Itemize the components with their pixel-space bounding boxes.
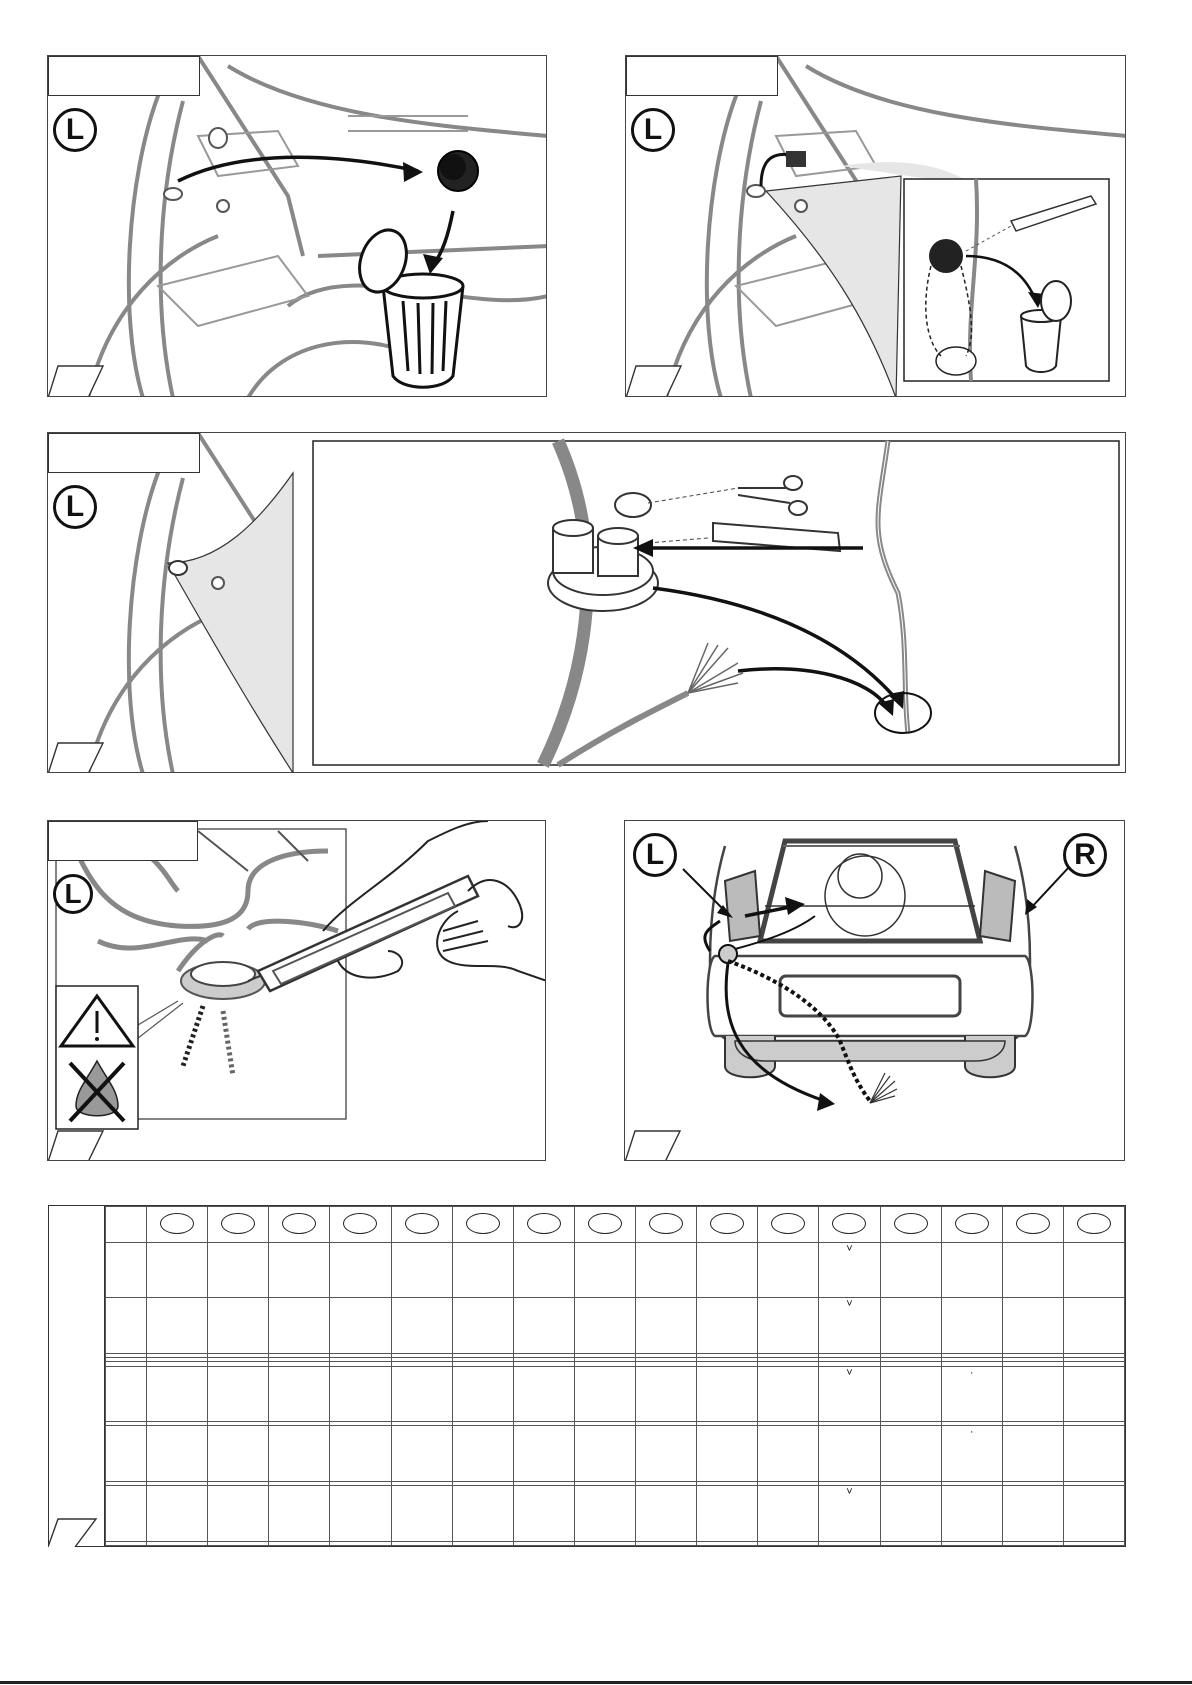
table-cell: [697, 1541, 758, 1545]
table-row-header: [106, 1486, 147, 1541]
table-cell: [208, 1486, 269, 1541]
column-oval-marker: [588, 1213, 622, 1234]
table-cell: [574, 1426, 635, 1481]
table-row-header: [106, 1366, 147, 1421]
table-header-cell: [574, 1207, 635, 1243]
table-header-cell: [147, 1207, 208, 1243]
table-cell: [147, 1426, 208, 1481]
table-cell: ·: [941, 1366, 1002, 1421]
table-cell: ˅: [819, 1243, 880, 1298]
table-cell: [1063, 1243, 1124, 1298]
sealant-application-illustration: [48, 821, 546, 1161]
table-cell: [208, 1541, 269, 1545]
table-cell: [330, 1486, 391, 1541]
table-cell: [1063, 1426, 1124, 1481]
table-cell: [1063, 1486, 1124, 1541]
table-cell: [636, 1486, 697, 1541]
column-oval-marker: [160, 1213, 194, 1234]
column-oval-marker: [343, 1213, 377, 1234]
table-cell: [636, 1366, 697, 1421]
table-cell: [574, 1486, 635, 1541]
table-cell: [269, 1426, 330, 1481]
column-oval-marker: [1016, 1213, 1050, 1234]
table-cell: [697, 1243, 758, 1298]
table-cell: [758, 1486, 819, 1541]
table-header-cell: [513, 1207, 574, 1243]
table-header-cell: [269, 1207, 330, 1243]
table-cell: [513, 1541, 574, 1545]
step-panel-2: [625, 55, 1126, 397]
table-cell: [636, 1541, 697, 1545]
car-interior-illustration: [48, 56, 547, 397]
step-label-box: [48, 821, 198, 861]
table-header-cell: [941, 1207, 1002, 1243]
table-cell: [147, 1541, 208, 1545]
table-cell: [574, 1541, 635, 1545]
column-oval-marker: [894, 1213, 928, 1234]
table-header-cell: [391, 1207, 452, 1243]
step-panel-5: [624, 820, 1125, 1161]
table-row-header: [106, 1426, 147, 1481]
step-panel-3: [47, 432, 1126, 773]
table-row: [106, 1426, 1125, 1481]
table-cell: [452, 1366, 513, 1421]
table-header-cell: [880, 1207, 941, 1243]
table-cell: [391, 1426, 452, 1481]
table-cell: [880, 1486, 941, 1541]
side-badge-left: L: [53, 485, 97, 529]
table-cell: [147, 1243, 208, 1298]
column-oval-marker: [282, 1213, 316, 1234]
column-oval-marker: [649, 1213, 683, 1234]
table-cell: [269, 1541, 330, 1545]
table-cell: [452, 1426, 513, 1481]
table-row-header: [106, 1298, 147, 1353]
table-cell: [1063, 1366, 1124, 1421]
table-row: [106, 1486, 1125, 1541]
step-panel-1: [47, 55, 547, 397]
table-cell: [513, 1366, 574, 1421]
table-header-cell: [1002, 1207, 1063, 1243]
table-cell: [880, 1243, 941, 1298]
table-cell: [880, 1298, 941, 1353]
column-oval-marker: [832, 1213, 866, 1234]
table-cell: [391, 1243, 452, 1298]
grommet-preparation-illustration: [48, 433, 1126, 773]
side-badge-left: L: [631, 108, 675, 152]
table-cell: [330, 1243, 391, 1298]
table-header-cell: [819, 1207, 880, 1243]
table-cell: [636, 1298, 697, 1353]
column-oval-marker: [955, 1213, 989, 1234]
table-cell: [1063, 1541, 1124, 1545]
table-cell: [513, 1298, 574, 1353]
table-cell: [513, 1243, 574, 1298]
step-label-box: [48, 56, 200, 96]
side-badge-left: L: [53, 108, 97, 152]
table-cell: [147, 1366, 208, 1421]
column-oval-marker: [466, 1213, 500, 1234]
table-cell: [208, 1298, 269, 1353]
table-cell: [880, 1541, 941, 1545]
table-cell: [697, 1486, 758, 1541]
side-badge-left: L: [633, 833, 677, 877]
table-cell: [574, 1366, 635, 1421]
table-cell: [330, 1298, 391, 1353]
table-cell: ˅: [819, 1298, 880, 1353]
table-cell: [880, 1426, 941, 1481]
table-cell: [330, 1426, 391, 1481]
table-row: [106, 1243, 1125, 1298]
page-corner-marker: [48, 1511, 104, 1547]
table-cell: [758, 1243, 819, 1298]
table-cell: [1002, 1243, 1063, 1298]
table-cell: [1002, 1366, 1063, 1421]
table-cell: [513, 1486, 574, 1541]
table-row: [106, 1541, 1125, 1545]
table-header-cell: [758, 1207, 819, 1243]
table-cell: [1002, 1298, 1063, 1353]
table-cell: [452, 1486, 513, 1541]
table-cell: [697, 1426, 758, 1481]
vehicle-rear-routing-illustration: [625, 821, 1125, 1161]
car-interior-illustration: [626, 56, 1126, 397]
table-cell: [391, 1486, 452, 1541]
column-oval-marker: [710, 1213, 744, 1234]
step-label-box: [626, 56, 778, 96]
table-cell: [636, 1426, 697, 1481]
table-cell: [758, 1541, 819, 1545]
table-cell: [513, 1426, 574, 1481]
table-cell: [330, 1541, 391, 1545]
table-header-row: [106, 1207, 1125, 1243]
step-panel-4: [47, 820, 546, 1161]
table-cell: [452, 1243, 513, 1298]
table-cell: [1063, 1298, 1124, 1353]
table-row: [106, 1366, 1125, 1421]
table-cell: ˅: [819, 1486, 880, 1541]
table-cell: [269, 1243, 330, 1298]
side-badge-left: L: [53, 874, 93, 914]
table-cell: [941, 1486, 1002, 1541]
table-cell: [208, 1243, 269, 1298]
table-header-cell: [1063, 1207, 1124, 1243]
table-cell: [452, 1541, 513, 1545]
step-label-box: [48, 433, 200, 473]
table-header-cell: [452, 1207, 513, 1243]
table-cell: [269, 1486, 330, 1541]
table-cell: [330, 1366, 391, 1421]
table-cell: [452, 1298, 513, 1353]
table-header-cell: [330, 1207, 391, 1243]
table-cell: [1002, 1541, 1063, 1545]
table-cell: [758, 1298, 819, 1353]
vehicle-compatibility-table: [48, 1205, 1126, 1547]
table-cell: [758, 1366, 819, 1421]
table-cell: ˅: [819, 1366, 880, 1421]
table-cell: [269, 1298, 330, 1353]
table-row-header: [106, 1541, 147, 1545]
table-cell: [574, 1243, 635, 1298]
table-side-column: [49, 1206, 105, 1546]
table-cell: [697, 1298, 758, 1353]
column-oval-marker: [405, 1213, 439, 1234]
table-cell: [941, 1243, 1002, 1298]
table-cell: [636, 1243, 697, 1298]
column-oval-marker: [1077, 1213, 1111, 1234]
table-cell: [147, 1486, 208, 1541]
table-cell: [819, 1426, 880, 1481]
column-oval-marker: [221, 1213, 255, 1234]
table-cell: [1002, 1426, 1063, 1481]
table-cell: [391, 1298, 452, 1353]
table-cell: [391, 1541, 452, 1545]
table-header-cell: [697, 1207, 758, 1243]
table-cell: [880, 1366, 941, 1421]
table-cell: [758, 1426, 819, 1481]
table-cell: [208, 1426, 269, 1481]
table-cell: [391, 1366, 452, 1421]
table-cell: [269, 1366, 330, 1421]
table-header-cell: [208, 1207, 269, 1243]
column-oval-marker: [771, 1213, 805, 1234]
table-cell: [819, 1541, 880, 1545]
side-badge-right: R: [1063, 833, 1107, 877]
table-header-corner: [106, 1207, 147, 1243]
table-cell: [697, 1366, 758, 1421]
column-oval-marker: [527, 1213, 561, 1234]
table-header-cell: [636, 1207, 697, 1243]
table-cell: [1002, 1486, 1063, 1541]
table-cell: ·: [941, 1426, 1002, 1481]
table-cell: [147, 1298, 208, 1353]
table-row: [106, 1298, 1125, 1353]
table-cell: [574, 1298, 635, 1353]
table-row-header: [106, 1243, 147, 1298]
page-bottom-rule: [0, 1681, 1192, 1684]
table-cell: [208, 1366, 269, 1421]
table-cell: [941, 1298, 1002, 1353]
table-cell: [941, 1541, 1002, 1545]
table-grid: [105, 1206, 1125, 1546]
